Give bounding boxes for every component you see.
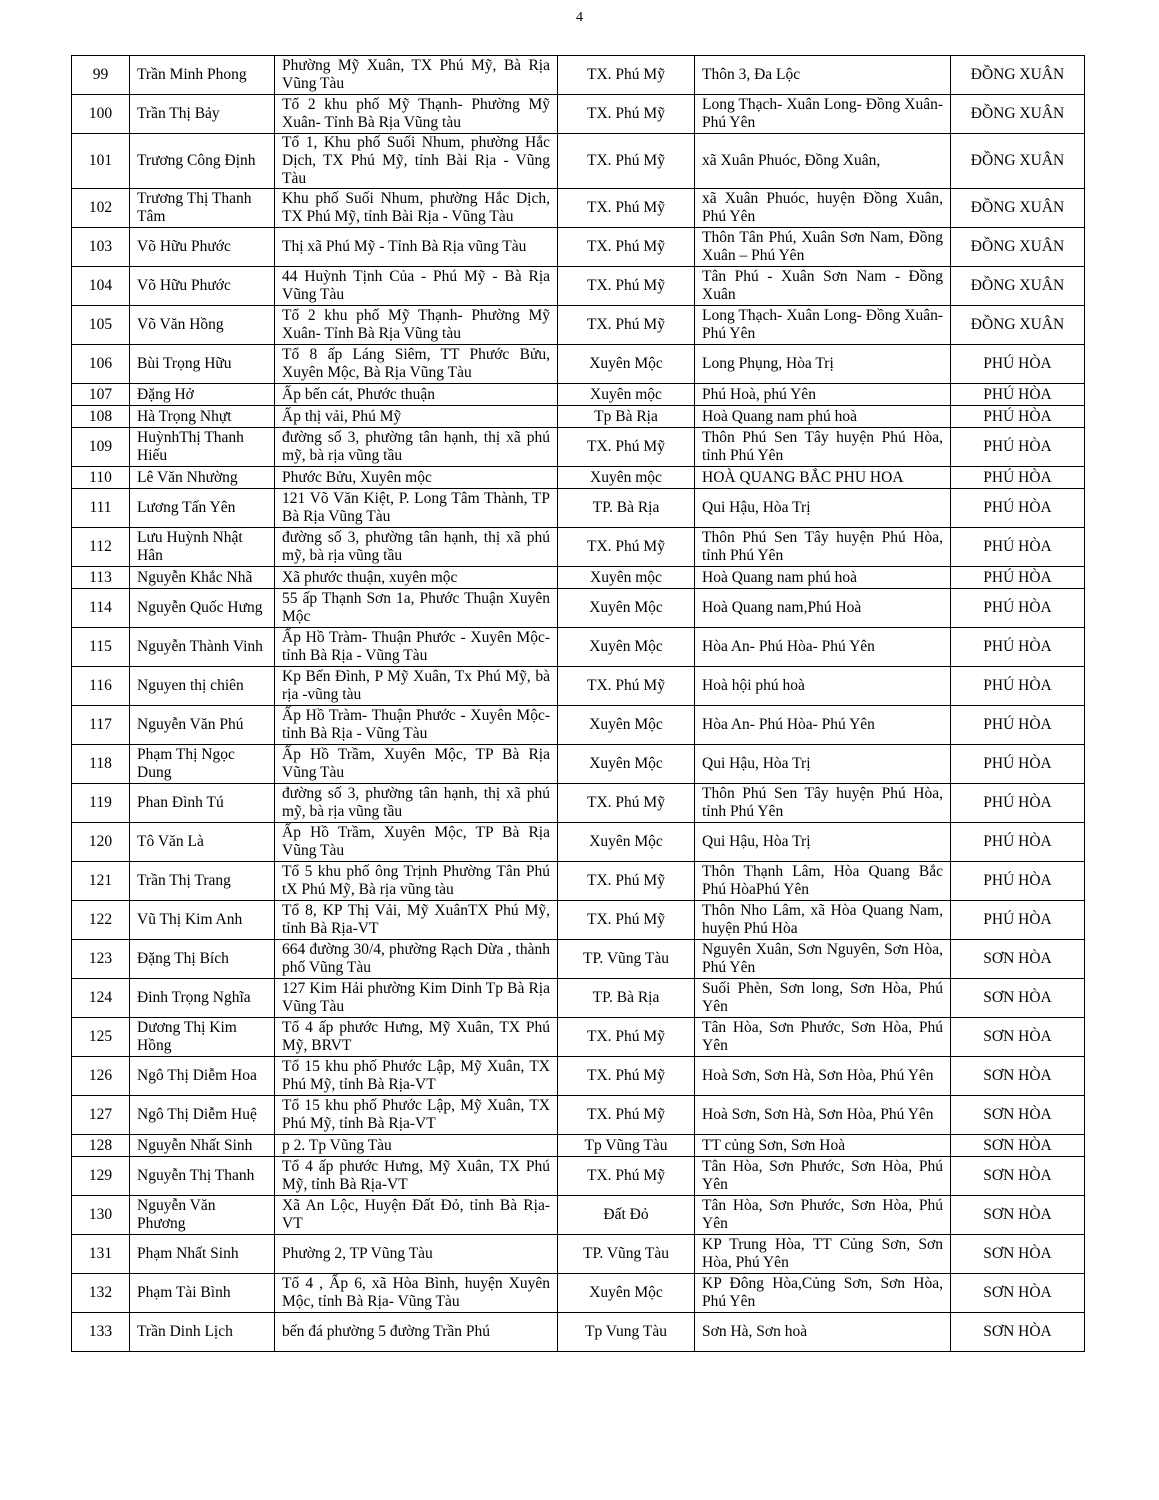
table-row <box>72 428 1085 467</box>
hometown-cell: Thôn Nho Lâm, xã Hòa Quang Nam, huyện Phú Hòa <box>695 901 951 940</box>
home-district-cell: PHÚ HÒA <box>951 345 1085 384</box>
hometown-cell: xã Xuân Phuóc, huyện Đồng Xuân, Phú Yên <box>695 189 951 228</box>
hometown-cell: Thôn Phú Sen Tây huyện Phú Hòa, tỉnh Phú Yên <box>695 784 951 823</box>
person-name-cell: Vũ Thị Kim Anh <box>130 901 275 940</box>
current-address-cell: Tổ 4 , Ấp 6, xã Hòa Bình, huyện Xuyên Mộc, tỉnh Bà Rịa- Vũng Tàu <box>275 1274 558 1313</box>
row-number-cell: 112 <box>72 528 130 567</box>
hometown-cell: Phú Hoà, phú Yên <box>695 384 951 406</box>
recipients-table <box>71 55 1085 1352</box>
current-address-cell: 121 Võ Văn Kiệt, P. Long Tâm Thành, TP Bà Rịa Vũng Tàu <box>275 489 558 528</box>
table-row <box>72 589 1085 628</box>
home-district-cell: PHÚ HÒA <box>951 589 1085 628</box>
hometown-cell: Suối Phèn, Sơn long, Sơn Hòa, Phú Yên <box>695 979 951 1018</box>
person-name-cell: Trần Thị Bảy <box>130 95 275 134</box>
row-number-cell: 111 <box>72 489 130 528</box>
home-district-cell: ĐỒNG XUÂN <box>951 134 1085 189</box>
person-name-cell: Võ Văn Hồng <box>130 306 275 345</box>
table-row <box>72 823 1085 862</box>
table-row <box>72 489 1085 528</box>
district-cell: TX. Phú Mỹ <box>558 862 695 901</box>
person-name-cell: Phạm Nhất Sinh <box>130 1235 275 1274</box>
person-name-cell: HuỳnhThị Thanh Hiếu <box>130 428 275 467</box>
person-name-cell: Ngô Thị Diễm Hoa <box>130 1057 275 1096</box>
home-district-cell: SƠN HÒA <box>951 1096 1085 1135</box>
table-row <box>72 901 1085 940</box>
hometown-cell: Tân Hòa, Sơn Phước, Sơn Hòa, Phú Yên <box>695 1018 951 1057</box>
hometown-cell: Hòa An- Phú Hòa- Phú Yên <box>695 628 951 667</box>
current-address-cell: Tổ 15 khu phố Phước Lập, Mỹ Xuân, TX Phú Mỹ, tỉnh Bà Rịa-VT <box>275 1096 558 1135</box>
hometown-cell: Tân Hòa, Sơn Phước, Sơn Hòa, Phú Yên <box>695 1157 951 1196</box>
hometown-cell: Tân Hòa, Sơn Phước, Sơn Hòa, Phú Yên <box>695 1196 951 1235</box>
row-number-cell: 113 <box>72 567 130 589</box>
home-district-cell: PHÚ HÒA <box>951 667 1085 706</box>
home-district-cell: SƠN HÒA <box>951 1313 1085 1352</box>
person-name-cell: Đinh Trọng Nghĩa <box>130 979 275 1018</box>
current-address-cell: đường số 3, phường tân hạnh, thị xã phú mỹ, bà rịa vũng tầu <box>275 428 558 467</box>
current-address-cell: Ấp Hồ Tràm- Thuận Phước - Xuyên Mộc- tỉnh Bà Rịa - Vũng Tàu <box>275 706 558 745</box>
home-district-cell: ĐỒNG XUÂN <box>951 56 1085 95</box>
current-address-cell: Thị xã Phú Mỹ - Tỉnh Bà Rịa vũng Tàu <box>275 228 558 267</box>
hometown-cell: Hoà hội phú hoà <box>695 667 951 706</box>
row-number-cell: 128 <box>72 1135 130 1157</box>
person-name-cell: Võ Hữu Phước <box>130 228 275 267</box>
district-cell: TX. Phú Mỹ <box>558 56 695 95</box>
current-address-cell: 44 Huỳnh Tịnh Của - Phú Mỹ - Bà Rịa Vũng Tàu <box>275 267 558 306</box>
person-name-cell: Nguyễn Văn Phương <box>130 1196 275 1235</box>
home-district-cell: SƠN HÒA <box>951 1235 1085 1274</box>
table-row <box>72 1135 1085 1157</box>
district-cell: TX. Phú Mỹ <box>558 901 695 940</box>
home-district-cell: SƠN HÒA <box>951 1018 1085 1057</box>
hometown-cell: Qui Hậu, Hòa Trị <box>695 489 951 528</box>
table-row <box>72 706 1085 745</box>
row-number-cell: 121 <box>72 862 130 901</box>
district-cell: Tp Vung Tàu <box>558 1313 695 1352</box>
district-cell: TX. Phú Mỹ <box>558 1018 695 1057</box>
row-number-cell: 125 <box>72 1018 130 1057</box>
table-row <box>72 306 1085 345</box>
table-row <box>72 406 1085 428</box>
row-number-cell: 116 <box>72 667 130 706</box>
hometown-cell: HOÀ QUANG BẮC PHU HOA <box>695 467 951 489</box>
table-row <box>72 1196 1085 1235</box>
person-name-cell: Lưu Huỳnh Nhật Hân <box>130 528 275 567</box>
person-name-cell: Dương Thị Kim Hồng <box>130 1018 275 1057</box>
person-name-cell: Trương Thị Thanh Tâm <box>130 189 275 228</box>
row-number-cell: 100 <box>72 95 130 134</box>
hometown-cell: Hoà Quang nam phú hoà <box>695 567 951 589</box>
row-number-cell: 105 <box>72 306 130 345</box>
current-address-cell: Tổ 2 khu phố Mỹ Thạnh- Phường Mỹ Xuân- Tỉnh Bà Rịa Vũng tàu <box>275 95 558 134</box>
current-address-cell: Phường 2, TP Vũng Tàu <box>275 1235 558 1274</box>
person-name-cell: Trần Minh Phong <box>130 56 275 95</box>
table-row <box>72 628 1085 667</box>
row-number-cell: 122 <box>72 901 130 940</box>
district-cell: TX. Phú Mỹ <box>558 1057 695 1096</box>
person-name-cell: Lương Tấn Yên <box>130 489 275 528</box>
table-row <box>72 384 1085 406</box>
home-district-cell: PHÚ HÒA <box>951 467 1085 489</box>
row-number-cell: 123 <box>72 940 130 979</box>
district-cell: TX. Phú Mỹ <box>558 667 695 706</box>
hometown-cell: Hoà Sơn, Sơn Hà, Sơn Hòa, Phú Yên <box>695 1057 951 1096</box>
row-number-cell: 115 <box>72 628 130 667</box>
current-address-cell: Tổ 5 khu phố ông Trịnh Phường Tân Phú tX Phú Mỹ, Bà rịa vũng tàu <box>275 862 558 901</box>
row-number-cell: 120 <box>72 823 130 862</box>
current-address-cell: Ấp Hồ Trầm, Xuyên Mộc, TP Bà Rịa Vũng Tàu <box>275 823 558 862</box>
current-address-cell: Tổ 8 ấp Láng Siêm, TT Phước Bửu, Xuyên Mộc, Bà Rịa Vũng Tàu <box>275 345 558 384</box>
row-number-cell: 131 <box>72 1235 130 1274</box>
home-district-cell: PHÚ HÒA <box>951 862 1085 901</box>
table-row <box>72 1274 1085 1313</box>
person-name-cell: Đặng Thị Bích <box>130 940 275 979</box>
district-cell: TX. Phú Mỹ <box>558 189 695 228</box>
person-name-cell: Đặng Hở <box>130 384 275 406</box>
home-district-cell: PHÚ HÒA <box>951 384 1085 406</box>
hometown-cell: Thôn Thạnh Lâm, Hòa Quang Bắc Phú HòaPhú Yên <box>695 862 951 901</box>
table-row <box>72 940 1085 979</box>
home-district-cell: PHÚ HÒA <box>951 745 1085 784</box>
table-body <box>72 56 1085 1352</box>
home-district-cell: PHÚ HÒA <box>951 823 1085 862</box>
row-number-cell: 109 <box>72 428 130 467</box>
hometown-cell: Qui Hậu, Hòa Trị <box>695 745 951 784</box>
table-row <box>72 979 1085 1018</box>
table-row <box>72 1057 1085 1096</box>
current-address-cell: 55 ấp Thạnh Sơn 1a, Phước Thuận Xuyên Mộc <box>275 589 558 628</box>
home-district-cell: PHÚ HÒA <box>951 628 1085 667</box>
person-name-cell: Nguyen thị chiên <box>130 667 275 706</box>
hometown-cell: Hoà Quang nam,Phú Hoà <box>695 589 951 628</box>
row-number-cell: 117 <box>72 706 130 745</box>
home-district-cell: SƠN HÒA <box>951 1157 1085 1196</box>
hometown-cell: Thôn Tân Phú, Xuân Sơn Nam, Đồng Xuân – Phú Yên <box>695 228 951 267</box>
district-cell: TX. Phú Mỹ <box>558 1157 695 1196</box>
table-row <box>72 745 1085 784</box>
current-address-cell: Tổ 15 khu phố Phước Lập, Mỹ Xuân, TX Phú Mỹ, tỉnh Bà Rịa-VT <box>275 1057 558 1096</box>
person-name-cell: Bùi Trọng Hữu <box>130 345 275 384</box>
home-district-cell: SƠN HÒA <box>951 1135 1085 1157</box>
district-cell: Xuyên Mộc <box>558 823 695 862</box>
current-address-cell: 127 Kim Hải phường Kim Dinh Tp Bà Rịa Vũng Tàu <box>275 979 558 1018</box>
district-cell: TX. Phú Mỹ <box>558 134 695 189</box>
current-address-cell: Tổ 2 khu phố Mỹ Thạnh- Phường Mỹ Xuân- Tỉnh Bà Rịa Vũng tàu <box>275 306 558 345</box>
district-cell: TP. Vũng Tàu <box>558 940 695 979</box>
row-number-cell: 129 <box>72 1157 130 1196</box>
row-number-cell: 103 <box>72 228 130 267</box>
person-name-cell: Phạm Tài Bình <box>130 1274 275 1313</box>
current-address-cell: Ấp Hồ Trầm, Xuyên Mộc, TP Bà Rịa Vũng Tàu <box>275 745 558 784</box>
current-address-cell: Khu phố Suối Nhum, phường Hắc Dịch, TX Phú Mỹ, tỉnh Bài Rịa - Vũng Tàu <box>275 189 558 228</box>
hometown-cell: xã Xuân Phuóc, Đồng Xuân, <box>695 134 951 189</box>
table-row <box>72 567 1085 589</box>
current-address-cell: đường số 3, phường tân hạnh, thị xã phú mỹ, bà rịa vũng tầu <box>275 784 558 823</box>
current-address-cell: Phường Mỹ Xuân, TX Phú Mỹ, Bà Rịa Vũng Tàu <box>275 56 558 95</box>
current-address-cell: đường số 3, phường tân hạnh, thị xã phú mỹ, bà rịa vũng tầu <box>275 528 558 567</box>
home-district-cell: PHÚ HÒA <box>951 901 1085 940</box>
district-cell: Xuyên Mộc <box>558 706 695 745</box>
district-cell: TX. Phú Mỹ <box>558 784 695 823</box>
district-cell: Xuyên Mộc <box>558 345 695 384</box>
table-row <box>72 56 1085 95</box>
hometown-cell: Qui Hậu, Hòa Trị <box>695 823 951 862</box>
home-district-cell: ĐỒNG XUÂN <box>951 189 1085 228</box>
hometown-cell: Hoà Quang nam phú hoà <box>695 406 951 428</box>
current-address-cell: Xã phước thuận, xuyên mộc <box>275 567 558 589</box>
person-name-cell: Phạm Thị Ngọc Dung <box>130 745 275 784</box>
district-cell: TX. Phú Mỹ <box>558 1096 695 1135</box>
hometown-cell: Hoà Sơn, Sơn Hà, Sơn Hòa, Phú Yên <box>695 1096 951 1135</box>
row-number-cell: 104 <box>72 267 130 306</box>
district-cell: Xuyên Mộc <box>558 1274 695 1313</box>
current-address-cell: Tổ 4 ấp phước Hưng, Mỹ Xuân, TX Phú Mỹ, tỉnh Bà Rịa-VT <box>275 1157 558 1196</box>
row-number-cell: 124 <box>72 979 130 1018</box>
hometown-cell: Long Thạch- Xuân Long- Đồng Xuân- Phú Yên <box>695 95 951 134</box>
person-name-cell: Lê Văn Nhường <box>130 467 275 489</box>
home-district-cell: SƠN HÒA <box>951 979 1085 1018</box>
row-number-cell: 108 <box>72 406 130 428</box>
hometown-cell: Hòa An- Phú Hòa- Phú Yên <box>695 706 951 745</box>
current-address-cell: Xã An Lộc, Huyện Đất Đỏ, tỉnh Bà Rịa-VT <box>275 1196 558 1235</box>
table-row <box>72 189 1085 228</box>
home-district-cell: PHÚ HÒA <box>951 706 1085 745</box>
hometown-cell: Thôn 3, Đa Lộc <box>695 56 951 95</box>
district-cell: Xuyên Mộc <box>558 745 695 784</box>
table-row <box>72 784 1085 823</box>
home-district-cell: SƠN HÒA <box>951 1196 1085 1235</box>
current-address-cell: Ấp Hồ Tràm- Thuận Phước - Xuyên Mộc- tỉnh Bà Rịa - Vũng Tàu <box>275 628 558 667</box>
hometown-cell: Tân Phú - Xuân Sơn Nam - Đồng Xuân <box>695 267 951 306</box>
row-number-cell: 106 <box>72 345 130 384</box>
row-number-cell: 118 <box>72 745 130 784</box>
person-name-cell: Phan Đình Tú <box>130 784 275 823</box>
person-name-cell: Tô Văn Là <box>130 823 275 862</box>
person-name-cell: Nguyễn Thành Vinh <box>130 628 275 667</box>
district-cell: TX. Phú Mỹ <box>558 306 695 345</box>
row-number-cell: 133 <box>72 1313 130 1352</box>
current-address-cell: bến đá phường 5 đường Trần Phú <box>275 1313 558 1352</box>
person-name-cell: Nguyễn Thị Thanh <box>130 1157 275 1196</box>
row-number-cell: 101 <box>72 134 130 189</box>
table-row <box>72 467 1085 489</box>
hometown-cell: Long Thạch- Xuân Long- Đồng Xuân- Phú Yên <box>695 306 951 345</box>
hometown-cell: Sơn Hà, Sơn hoà <box>695 1313 951 1352</box>
row-number-cell: 127 <box>72 1096 130 1135</box>
current-address-cell: Tổ 4 ấp phước Hưng, Mỹ Xuân, TX Phú Mỹ, BRVT <box>275 1018 558 1057</box>
district-cell: Xuyên Mộc <box>558 628 695 667</box>
current-address-cell: 664 đường 30/4, phường Rạch Dừa , thành phố Vũng Tàu <box>275 940 558 979</box>
table-row <box>72 1235 1085 1274</box>
hometown-cell: KP Trung Hòa, TT Củng Sơn, Sơn Hòa, Phú Yên <box>695 1235 951 1274</box>
person-name-cell: Nguyễn Quốc Hưng <box>130 589 275 628</box>
table-row <box>72 862 1085 901</box>
home-district-cell: PHÚ HÒA <box>951 406 1085 428</box>
row-number-cell: 132 <box>72 1274 130 1313</box>
row-number-cell: 107 <box>72 384 130 406</box>
hometown-cell: Long Phụng, Hòa Trị <box>695 345 951 384</box>
district-cell: TX. Phú Mỹ <box>558 95 695 134</box>
district-cell: TP. Bà Rịa <box>558 489 695 528</box>
district-cell: Tp Bà Rịa <box>558 406 695 428</box>
hometown-cell: TT củng Sơn, Sơn Hoà <box>695 1135 951 1157</box>
home-district-cell: SƠN HÒA <box>951 1057 1085 1096</box>
district-cell: Xuyên mộc <box>558 567 695 589</box>
table-row <box>72 1313 1085 1352</box>
district-cell: Tp Vũng Tàu <box>558 1135 695 1157</box>
table-row <box>72 667 1085 706</box>
person-name-cell: Ngô Thị Diễm Huệ <box>130 1096 275 1135</box>
table-row <box>72 528 1085 567</box>
current-address-cell: Kp Bến Đình, P Mỹ Xuân, Tx Phú Mỹ, bà rịa -vũng tàu <box>275 667 558 706</box>
current-address-cell: Phước Bửu, Xuyên mộc <box>275 467 558 489</box>
current-address-cell: Tổ 8, KP Thị Vải, Mỹ XuânTX Phú Mỹ, tỉnh Bà Rịa-VT <box>275 901 558 940</box>
home-district-cell: SƠN HÒA <box>951 1274 1085 1313</box>
person-name-cell: Trần Dinh Lịch <box>130 1313 275 1352</box>
district-cell: TX. Phú Mỹ <box>558 228 695 267</box>
table-row <box>72 1018 1085 1057</box>
row-number-cell: 119 <box>72 784 130 823</box>
district-cell: Đất Đỏ <box>558 1196 695 1235</box>
district-cell: TP. Bà Rịa <box>558 979 695 1018</box>
district-cell: Xuyên Mộc <box>558 589 695 628</box>
person-name-cell: Võ Hữu Phước <box>130 267 275 306</box>
home-district-cell: PHÚ HÒA <box>951 567 1085 589</box>
home-district-cell: ĐỒNG XUÂN <box>951 306 1085 345</box>
table-row <box>72 267 1085 306</box>
district-cell: Xuyên mộc <box>558 384 695 406</box>
table-row <box>72 1096 1085 1135</box>
home-district-cell: PHÚ HÒA <box>951 489 1085 528</box>
district-cell: TX. Phú Mỹ <box>558 267 695 306</box>
table-row <box>72 345 1085 384</box>
home-district-cell: ĐỒNG XUÂN <box>951 228 1085 267</box>
home-district-cell: SƠN HÒA <box>951 940 1085 979</box>
current-address-cell: p 2. Tp Vũng Tàu <box>275 1135 558 1157</box>
hometown-cell: Thôn Phú Sen Tây huyện Phú Hòa, tỉnh Phú Yên <box>695 428 951 467</box>
hometown-cell: KP Đông Hòa,Củng Sơn, Sơn Hòa, Phú Yên <box>695 1274 951 1313</box>
row-number-cell: 99 <box>72 56 130 95</box>
hometown-cell: Thôn Phú Sen Tây huyện Phú Hòa, tỉnh Phú Yên <box>695 528 951 567</box>
row-number-cell: 130 <box>72 1196 130 1235</box>
current-address-cell: Ấp thị vải, Phú Mỹ <box>275 406 558 428</box>
person-name-cell: Hà Trọng Nhựt <box>130 406 275 428</box>
row-number-cell: 114 <box>72 589 130 628</box>
person-name-cell: Nguyễn Văn Phú <box>130 706 275 745</box>
district-cell: TP. Vũng Tàu <box>558 1235 695 1274</box>
table-row <box>72 1157 1085 1196</box>
district-cell: Xuyên mộc <box>558 467 695 489</box>
home-district-cell: ĐỒNG XUÂN <box>951 267 1085 306</box>
home-district-cell: PHÚ HÒA <box>951 784 1085 823</box>
home-district-cell: PHÚ HÒA <box>951 428 1085 467</box>
current-address-cell: Tổ 1, Khu phố Suối Nhum, phường Hắc Dịch, TX Phú Mỹ, tỉnh Bài Rịa - Vũng Tàu <box>275 134 558 189</box>
district-cell: TX. Phú Mỹ <box>558 428 695 467</box>
row-number-cell: 126 <box>72 1057 130 1096</box>
district-cell: TX. Phú Mỹ <box>558 528 695 567</box>
current-address-cell: Ấp bến cát, Phước thuận <box>275 384 558 406</box>
table-row <box>72 228 1085 267</box>
row-number-cell: 102 <box>72 189 130 228</box>
table-row <box>72 95 1085 134</box>
home-district-cell: PHÚ HÒA <box>951 528 1085 567</box>
row-number-cell: 110 <box>72 467 130 489</box>
table-row <box>72 134 1085 189</box>
person-name-cell: Trương Công Định <box>130 134 275 189</box>
hometown-cell: Nguyên Xuân, Sơn Nguyên, Sơn Hòa, Phú Yên <box>695 940 951 979</box>
person-name-cell: Trần Thị Trang <box>130 862 275 901</box>
person-name-cell: Nguyễn Khắc Nhã <box>130 567 275 589</box>
home-district-cell: ĐỒNG XUÂN <box>951 95 1085 134</box>
page-number: 4 <box>576 10 583 25</box>
person-name-cell: Nguyễn Nhất Sinh <box>130 1135 275 1157</box>
